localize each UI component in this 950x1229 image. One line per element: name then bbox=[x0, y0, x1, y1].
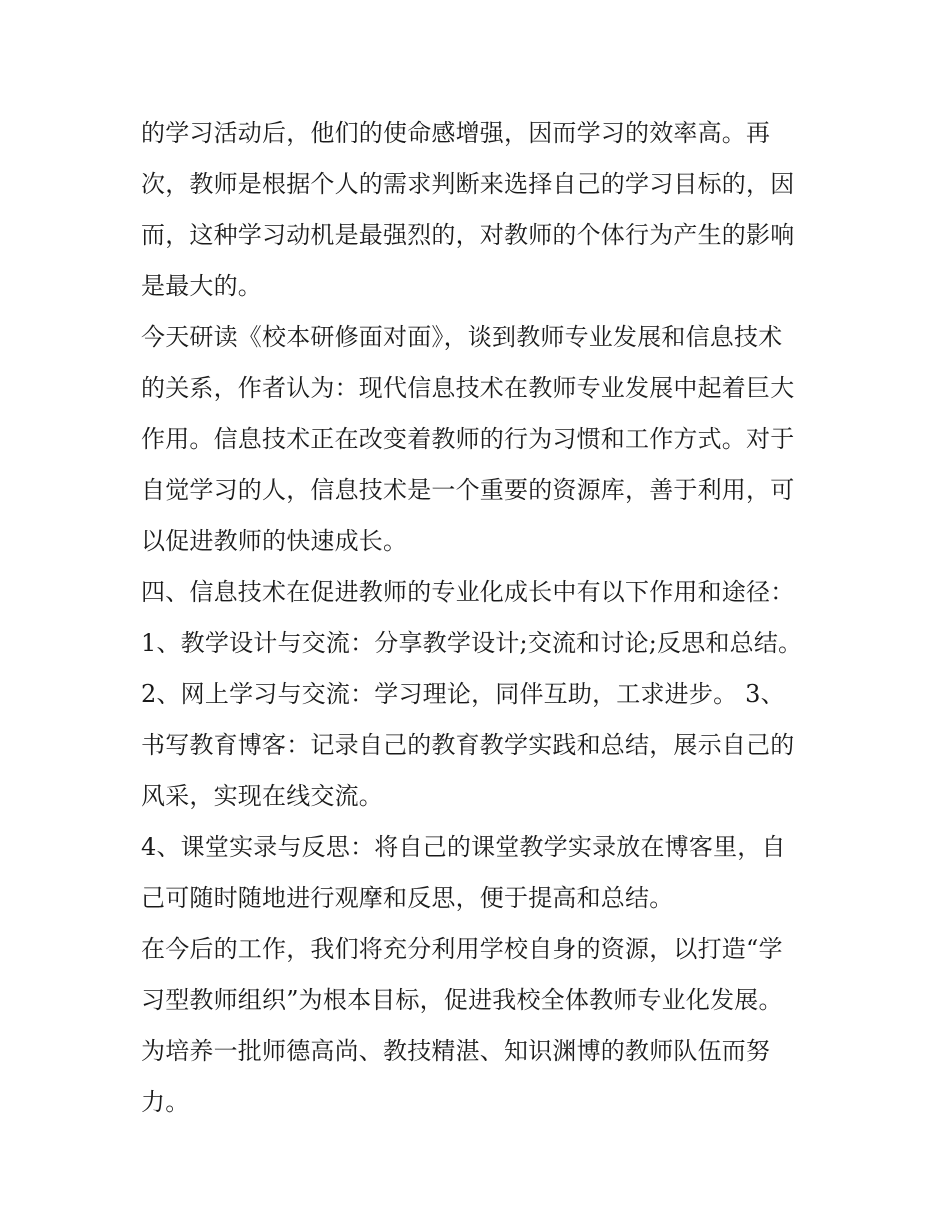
text-line: 作用。信息技术正在改变着教师的行为习惯和工作方式。对于 bbox=[141, 425, 795, 453]
document-body bbox=[141, 108, 821, 1128]
text-line: 书写教育博客：记录自己的教育教学实践和总结，展示自己的 bbox=[141, 731, 795, 759]
text-line: 4、课堂实录与反思：将自己的课堂教学实录放在博客里，自 bbox=[141, 833, 786, 861]
text-line: 以促进教师的快速成长。 bbox=[141, 527, 408, 555]
text-line: 四、信息技术在促进教师的专业化成长中有以下作用和途径： bbox=[141, 578, 795, 606]
text-line: 而，这种学习动机是最强烈的，对教师的个体行为产生的影响 bbox=[141, 221, 795, 249]
text-line: 己可随时随地进行观摩和反思，便于提高和总结。 bbox=[141, 884, 674, 912]
text-line: 的关系，作者认为：现代信息技术在教师专业发展中起着巨大 bbox=[141, 374, 795, 402]
text-line: 1、教学设计与交流：分享教学设计;交流和讨论;反思和总结。 bbox=[141, 629, 803, 657]
text-line: 为培养一批师德高尚、教技精湛、知识渊博的教师队伍而努 bbox=[141, 1037, 771, 1065]
text-line: 力。 bbox=[141, 1088, 190, 1116]
text-line: 自觉学习的人，信息技术是一个重要的资源库，善于利用，可 bbox=[141, 476, 795, 504]
text-line: 的学习活动后，他们的使命感增强，因而学习的效率高。再 bbox=[141, 119, 771, 147]
text-line: 是最大的。 bbox=[141, 272, 262, 300]
text-line: 2、网上学习与交流：学习理论，同伴互助，工求进步。 3、 bbox=[141, 680, 785, 708]
text-line: 次，教师是根据个人的需求判断来选择自己的学习目标的，因 bbox=[141, 170, 795, 198]
text-line: 今天研读《校本研修面对面》，谈到教师专业发展和信息技术 bbox=[141, 323, 783, 351]
text-line: 在今后的工作，我们将充分利用学校自身的资源，以打造“学 bbox=[141, 935, 783, 963]
text-line: 风采，实现在线交流。 bbox=[141, 782, 383, 810]
text-line: 习型教师组织”为根本目标，促进我校全体教师专业化发展。 bbox=[141, 986, 783, 1014]
